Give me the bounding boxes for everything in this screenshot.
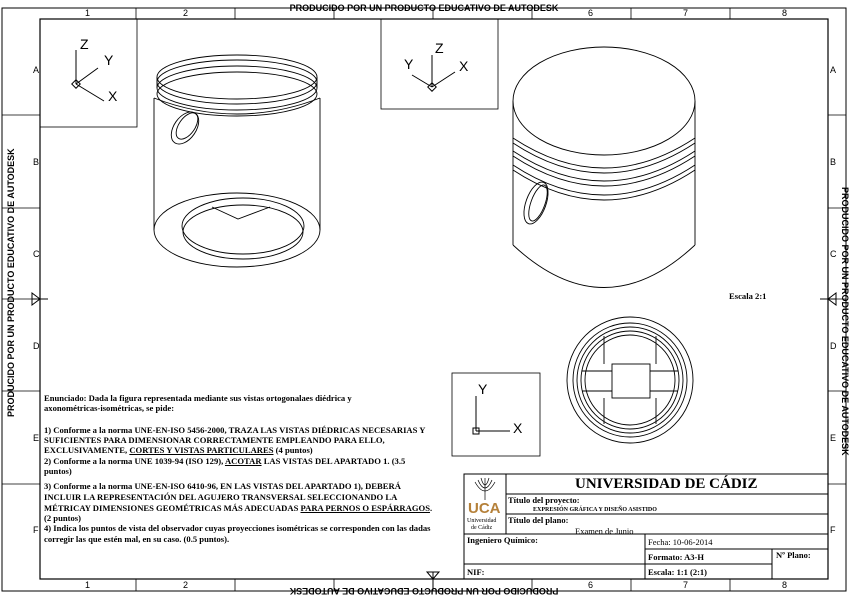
scale-note: Escala 2:1 <box>729 291 767 301</box>
zone-row-a-right: A <box>830 65 837 75</box>
statement-item3-l2: INCLUIR LA REPRESENTACIÓN DEL AGUJERO TRANSVERSAL SELECCIONANDO LA <box>44 492 398 502</box>
zone-col-7-bottom: 7 <box>683 580 689 590</box>
plan-label: Título del plano: <box>508 515 569 525</box>
zone-row-e-left: E <box>33 433 40 443</box>
project-value: EXPRESIÓN GRÁFICA Y DISEÑO ASISTIDO <box>533 507 657 513</box>
engineer-label: Ingeniero Químico: <box>467 535 538 545</box>
plano-label: Nº Plano: <box>776 550 811 560</box>
uca-logo <box>475 478 495 500</box>
plan-value: Examen de Junio <box>575 526 634 536</box>
ucs-box-middle <box>381 19 498 109</box>
zone-col-8-top: 8 <box>782 8 788 18</box>
axis-y-label-left: Y <box>104 52 114 68</box>
axis-x-label-bottom: X <box>513 420 523 436</box>
zone-row-c-right: C <box>830 249 837 259</box>
statement-item1-l1: 1) Conforme a la norma UNE-EN-ISO 5456-2000, TRAZA LAS VISTAS DIÉDRICAS NECESARIAS Y <box>44 425 426 435</box>
statement-item3-l1: 3) Conforme a la norma UNE-EN-ISO 6410-96, EN LAS VISTAS DEL APARTADO 1), DEBERÁ <box>44 481 401 491</box>
statement-intro-1: Enunciado: Dada la figura representada mediante sus vistas ortogonalaes diédrica y <box>44 393 352 403</box>
zone-col-1-bottom: 1 <box>85 580 91 590</box>
axis-x-label-middle: X <box>459 58 469 74</box>
statement-item1-l3: EXCLUSIVAMENTE, CORTES Y VISTAS PARTICULARES (4 puntos) <box>44 445 313 455</box>
university-name: UNIVERSIDAD DE CÁDIZ <box>575 476 758 492</box>
watermark-bottom: PRODUCIDO POR UN PRODUCTO EDUCATIVO DE AUTODESK <box>289 586 559 596</box>
zone-row-f-left: F <box>33 525 39 535</box>
zone-row-d-right: D <box>830 341 837 351</box>
ucs-icon-left <box>72 50 104 101</box>
uca-logo-text: UCA <box>468 500 501 517</box>
statement-item1-l2: SUFICIENTES PARA DIMENSIONAR CORRECTAMENTE EMPLEANDO PARA ELLO, <box>44 435 385 445</box>
zone-col-6-top: 6 <box>588 8 594 18</box>
axis-y-label-bottom: Y <box>478 381 488 397</box>
zone-row-a-left: A <box>33 65 40 75</box>
watermark-left: PRODUCIDO POR UN PRODUCTO EDUCATIVO DE AUTODESK <box>6 148 16 417</box>
axis-z-label-left: Z <box>80 36 89 52</box>
statement-item4-l2: corregir las que estén mal, en su caso. (0.5 puntos). <box>44 534 230 544</box>
zone-col-1-top: 1 <box>85 8 91 18</box>
axis-y-label-middle: Y <box>404 56 414 72</box>
zone-row-b-right: B <box>830 157 837 167</box>
ucs-box-bottom <box>452 373 540 456</box>
ucs-icon-middle <box>412 55 455 91</box>
uca-logo-sub1: Universidad <box>467 518 497 524</box>
zone-col-8-bottom: 8 <box>782 580 788 590</box>
statement-item3-l4: (2 puntos) <box>44 513 82 523</box>
date-label: Fecha: 10-06-2014 <box>648 537 713 547</box>
statement-item3-l3: MÉTRICAY DIMENSIONES GEOMÉTRICAS MÁS ADECUADAS PARA PERNOS O ESPÁRRAGOS. <box>44 503 433 513</box>
project-label: Título del proyecto: <box>508 495 580 505</box>
zone-row-e-right: E <box>830 433 837 443</box>
piston-top-view <box>567 317 693 443</box>
watermark-top: PRODUCIDO POR UN PRODUCTO EDUCATIVO DE AUTODESK <box>289 3 559 13</box>
watermark-right: PRODUCIDO POR UN PRODUCTO EDUCATIVO DE AUTODESK <box>840 187 850 456</box>
statement-item2-l1: 2) Conforme a la norma UNE 1039-94 (ISO 129), ACOTAR LAS VISTAS DEL APARTADO 1. (3.5 <box>44 456 406 466</box>
format-label: Formato: A3-H <box>648 552 704 562</box>
zone-col-2-bottom: 2 <box>183 580 189 590</box>
ucs-icon-bottom <box>473 396 510 434</box>
zone-col-7-top: 7 <box>683 8 689 18</box>
uca-logo-sub2: de Cádiz <box>471 525 493 531</box>
zone-row-c-left: C <box>33 249 40 259</box>
zone-row-f-right: F <box>830 525 836 535</box>
zone-col-2-top: 2 <box>183 8 189 18</box>
axis-z-label-middle: Z <box>435 40 444 56</box>
scale-label: Escala: 1:1 (2:1) <box>648 567 708 577</box>
statement-item4-l1: 4) Indica los puntos de vista del observador cuyas proyecciones isométricas se corresponden con las dadas <box>44 523 431 533</box>
zone-row-b-left: B <box>33 157 40 167</box>
axis-x-label-left: X <box>108 88 118 104</box>
statement-item2-l2: puntos) <box>44 466 72 476</box>
nif-label: NIF: <box>467 567 485 577</box>
zone-row-d-left: D <box>33 341 40 351</box>
statement-intro-2: axonométricas-isométricas, se pide: <box>44 403 175 413</box>
zone-col-6-bottom: 6 <box>588 580 594 590</box>
piston-isometric-left <box>154 55 320 267</box>
piston-isometric-right <box>513 47 695 288</box>
